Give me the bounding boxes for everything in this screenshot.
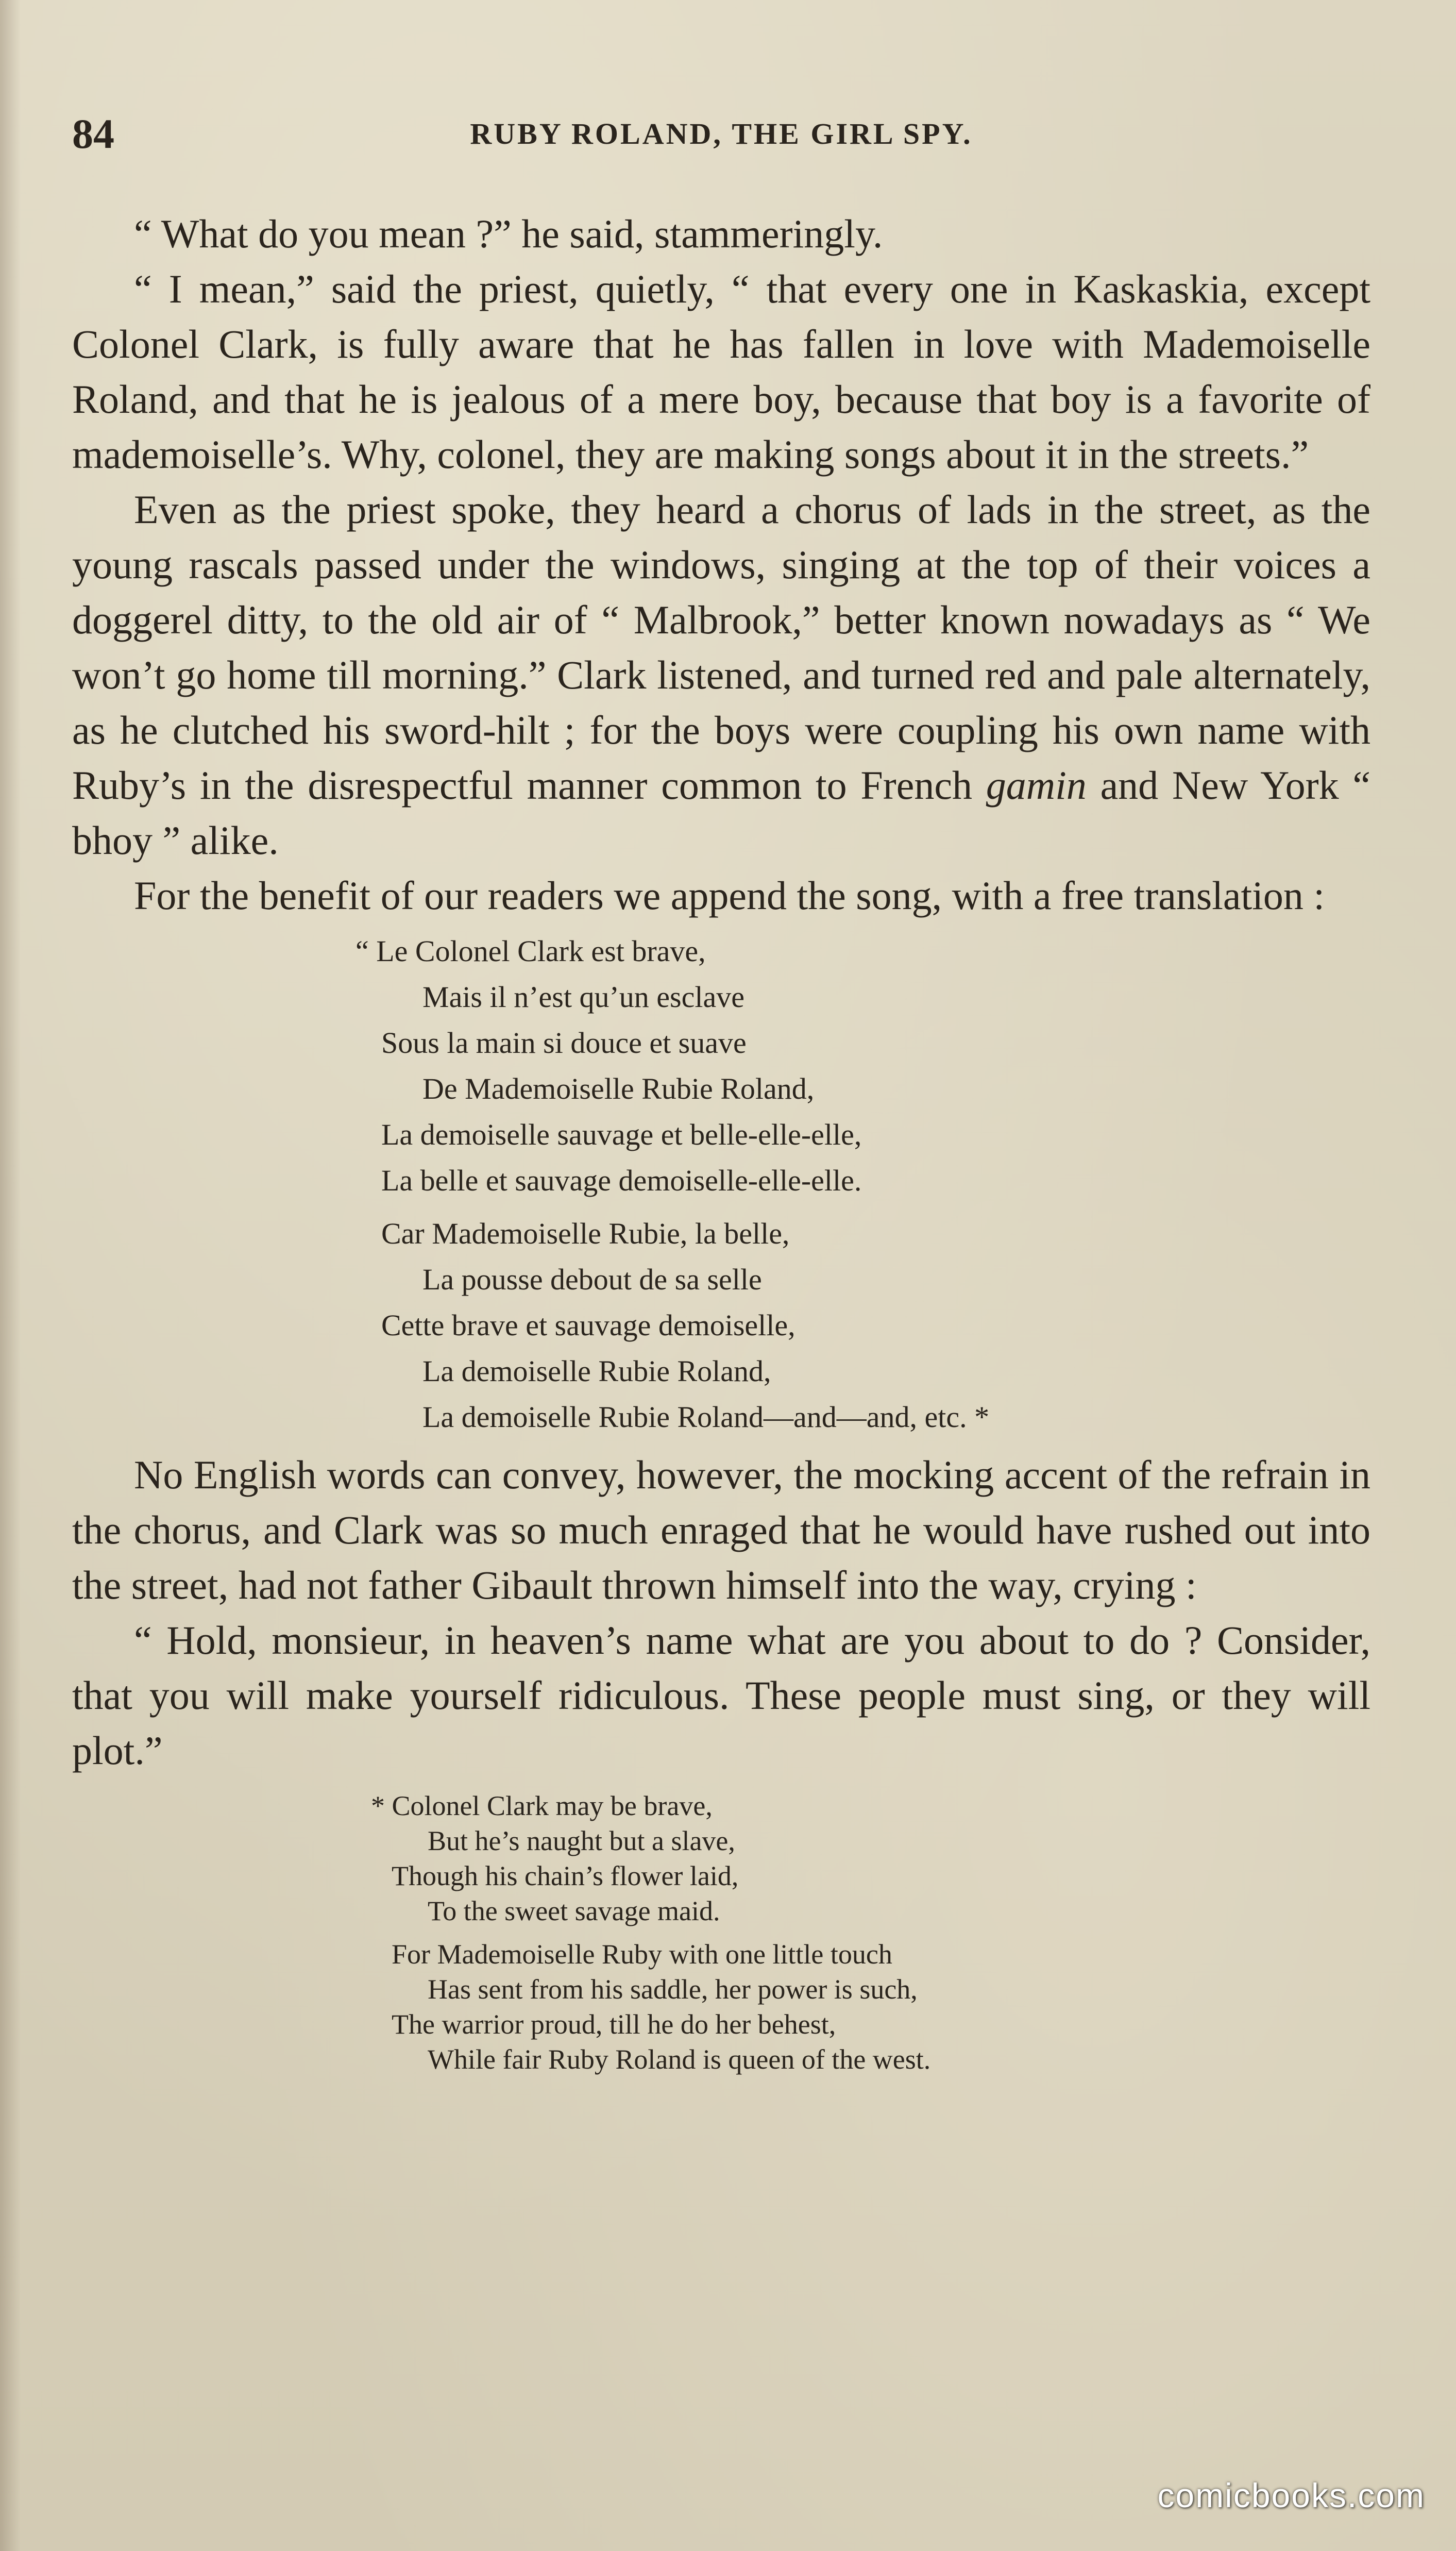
song-line: Mais il n’est qu’un esclave	[422, 980, 744, 1014]
paragraph-3-italic: gamin	[986, 763, 1087, 808]
running-title: RUBY ROLAND, THE GIRL SPY.	[470, 117, 973, 150]
footnote-line: But he’s naught but a slave,	[428, 1825, 735, 1856]
footnote-line: Though his chain’s flower laid,	[392, 1860, 739, 1891]
footnote-line: For Mademoiselle Ruby with one little touch	[392, 1939, 892, 1970]
paragraph-4: For the benefit of our readers we append the song, with a free translation :	[134, 873, 1325, 918]
paragraph-6: “ Hold, monsieur, in heaven’s name what are you about to do ? Consider, that you will make yourself ridiculous. These people must sing, or they will plot.”	[72, 1618, 1370, 1773]
song-line: La demoiselle sauvage et belle-elle-elle,	[381, 1118, 862, 1151]
paragraph-5: No English words can convey, however, the mocking accent of the refrain in the chorus, and Clark was so much enraged that he would have rushed out into the street, had not father Gibault thrown himself into the way, crying :	[72, 1452, 1370, 1607]
paragraph-1: “ What do you mean ?” he said, stammeringly.	[134, 211, 883, 256]
song-line: De Mademoiselle Rubie Roland,	[422, 1072, 815, 1105]
footnote-stanza-1	[371, 1788, 1370, 1928]
page-header	[72, 106, 1370, 162]
footnote-line: Has sent from his saddle, her power is such,	[428, 1974, 918, 2005]
song-line: La demoiselle Rubie Roland,	[422, 1354, 771, 1388]
page-number: 84	[72, 110, 114, 157]
footnote-line: The warrior proud, till he do her behest,	[392, 2009, 836, 2040]
song-line: Car Mademoiselle Rubie, la belle,	[381, 1217, 790, 1250]
song-line: “ Le Colonel Clark est brave,	[355, 934, 706, 968]
song-line: La demoiselle Rubie Roland—and—and, etc. *	[422, 1400, 990, 1434]
song-line: La belle et sauvage demoiselle-elle-elle.	[381, 1164, 862, 1197]
footnote-line: While fair Ruby Roland is queen of the west.	[428, 2044, 931, 2075]
song-line: Cette brave et sauvage demoiselle,	[381, 1308, 795, 1342]
song-stanza-1	[355, 928, 1370, 1203]
song-line: Sous la main si douce et suave	[381, 1026, 747, 1060]
french-song	[72, 928, 1370, 1440]
paragraph-2: “ I mean,” said the priest, quietly, “ that every one in Kaskaskia, except Colonel Clark, is fully aware that he has fallen in love with Mademoiselle Roland, and that he is jealous of a mere boy, because that boy is a favorite of mademoiselle’s. Why, colonel, they are making songs about it in the streets.”	[72, 266, 1370, 477]
body-text	[72, 206, 1370, 2085]
song-line: La pousse debout de sa selle	[422, 1263, 762, 1296]
watermark: comicbooks.com	[1157, 2476, 1425, 2514]
footnote-translation	[72, 1788, 1370, 2077]
footnote-line: * Colonel Clark may be brave,	[371, 1790, 713, 1821]
paragraph-3-text-before: Even as the priest spoke, they heard a chorus of lads in the street, as the young rascals passed under the windows, singing at the top of their voices a doggerel ditty, to the old air of “ Malbrook,” better known nowadays as “ We won’t go home till morning.” Clark listened, and turned red and pale alternately, as he clutched his sword-hilt ; for the boys were coupling his own name with Ruby’s in the disrespectful manner common to French	[72, 487, 1370, 808]
paragraph-3	[72, 482, 1370, 868]
footnote-line: To the sweet savage maid.	[428, 1895, 720, 1926]
page-edge-shadow	[0, 0, 21, 2551]
song-stanza-2	[381, 1211, 1370, 1440]
paragraph-3-text-after: and New York “ bhoy ” alike.	[72, 763, 1370, 863]
footnote-stanza-2	[392, 1937, 1370, 2077]
